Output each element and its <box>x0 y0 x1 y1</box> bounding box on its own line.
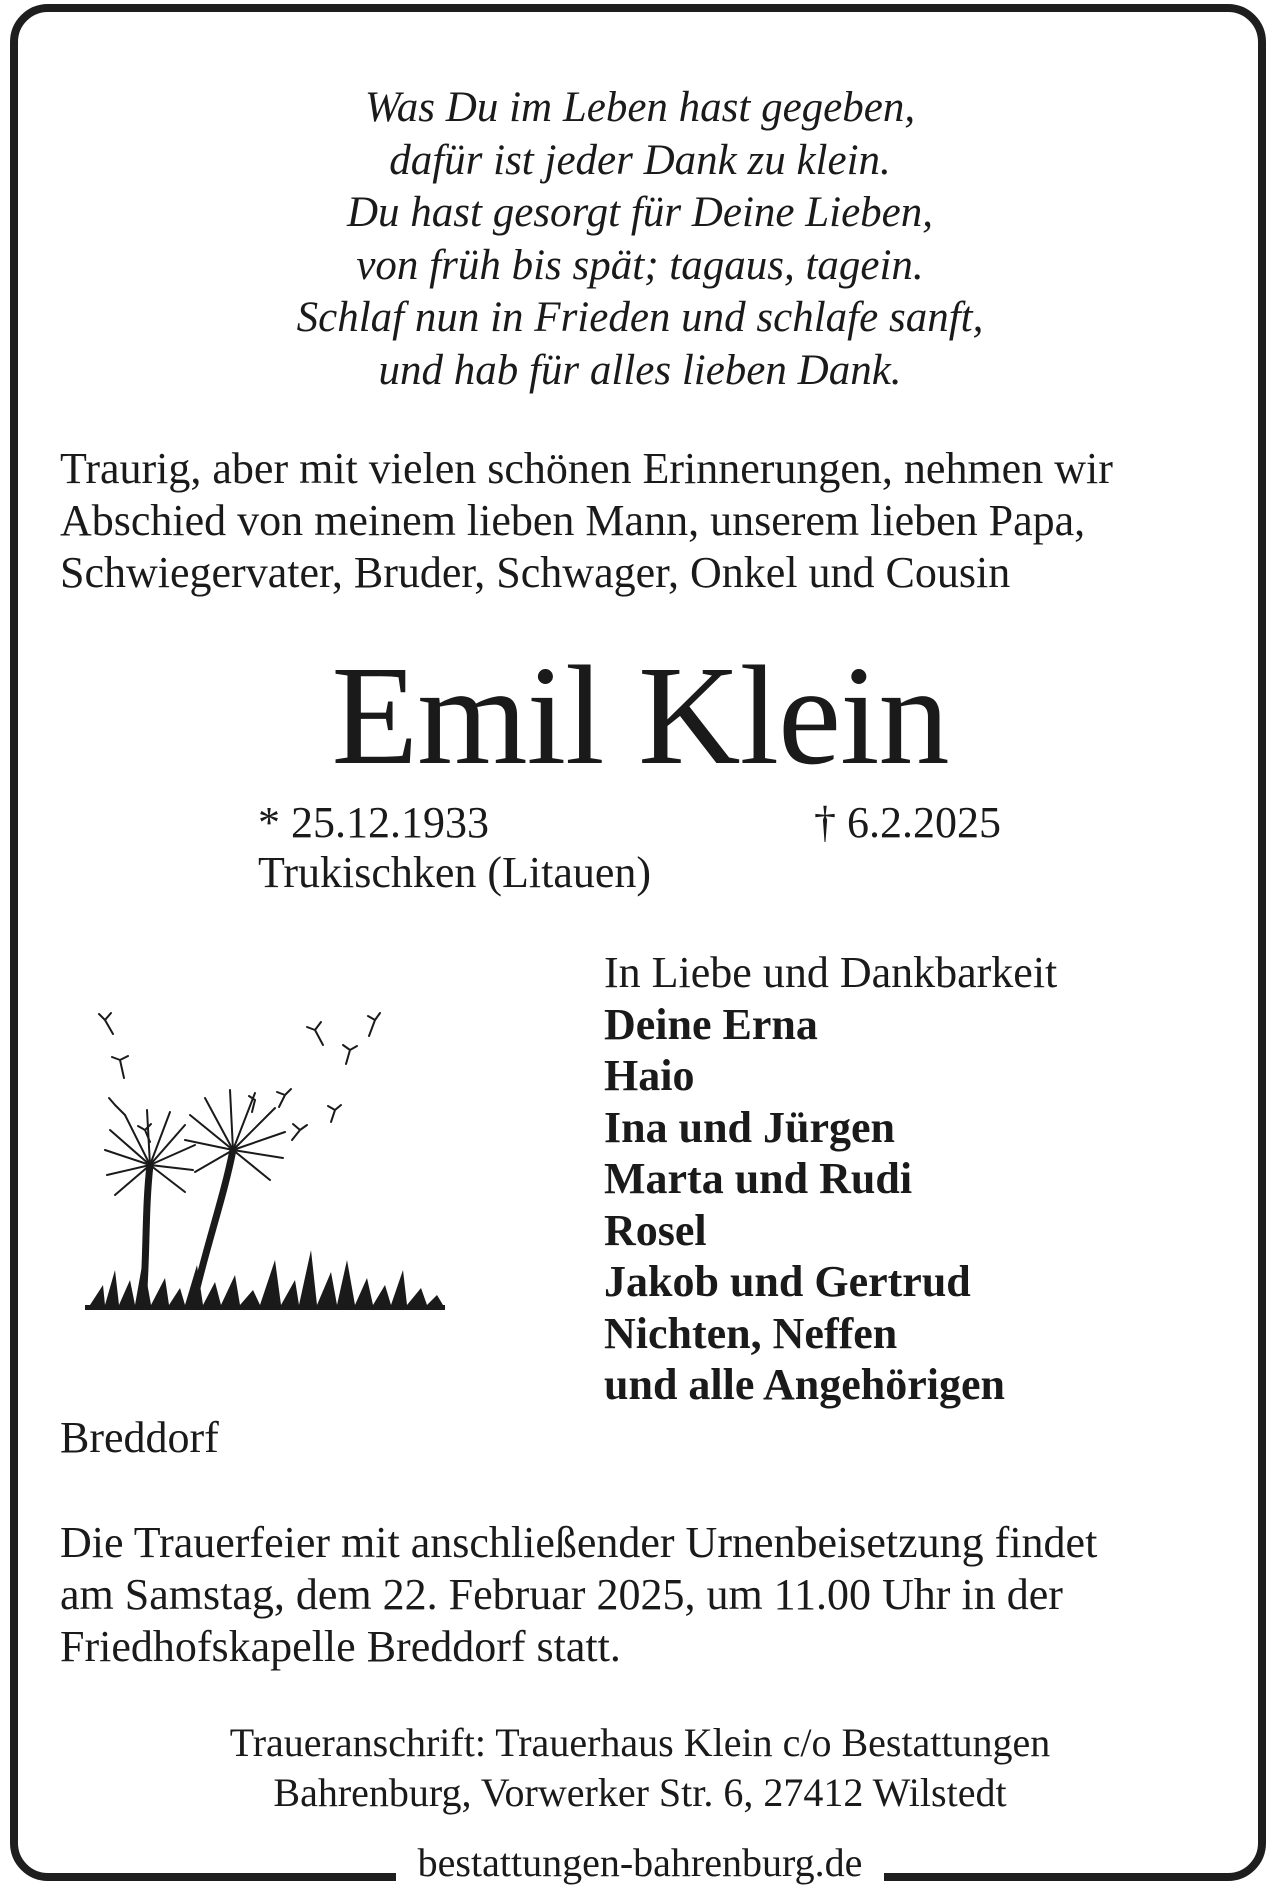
intro-text <box>60 443 1240 599</box>
address-line: Bahrenburg, Vorwerker Str. 6, 27412 Wilstedt <box>273 1770 1007 1815</box>
poem-line: Du hast gesorgt für Deine Lieben, <box>346 189 934 236</box>
intro-line: Schwiegervater, Bruder, Schwager, Onkel und Cousin <box>60 548 1011 597</box>
address-line: Traueranschrift: Trauerhaus Klein c/o Bestattungen <box>229 1720 1051 1765</box>
ceremony-info <box>60 1517 1240 1673</box>
ceremony-line: am Samstag, dem 22. Februar 2025, um 11.00 Uhr in der <box>60 1570 1063 1619</box>
family-member: Marta und Rudi <box>604 1154 913 1203</box>
family-member: Deine Erna <box>604 999 818 1049</box>
dandelion-icon <box>85 960 445 1320</box>
ceremony-line: Friedhofskapelle Breddorf statt. <box>60 1622 621 1671</box>
ceremony-line: Die Trauerfeier mit anschließender Urnenbeisetzung findet <box>60 1518 1098 1567</box>
footer-url <box>0 1840 1280 1886</box>
poem-line: Was Du im Leben hast gegeben, <box>364 84 916 131</box>
family-lead: In Liebe und Dankbarkeit <box>604 948 1058 997</box>
family-member: Jakob und Gertrud <box>604 1257 971 1306</box>
mourning-address <box>0 1718 1280 1818</box>
birth-date: * 25.12.1933 <box>258 798 489 847</box>
family-member: Ina und Jürgen <box>604 1102 896 1152</box>
poem-line: Schlaf nun in Frieden und schlafe sanft, <box>296 294 984 341</box>
town: Breddorf <box>60 1413 219 1462</box>
family-member: Haio <box>604 1051 695 1100</box>
poem <box>0 82 1280 397</box>
deceased-name: Emil Klein <box>331 636 949 794</box>
website-link[interactable]: bestattungen-bahrenburg.de <box>396 1840 885 1885</box>
poem-line: und hab für alles lieben Dank. <box>378 346 902 394</box>
birthplace: Trukischken (Litauen) <box>258 848 652 897</box>
poem-line: von früh bis spät; tagaus, tagein. <box>356 241 924 289</box>
intro-line: Traurig, aber mit vielen schönen Erinnerungen, nehmen wir <box>60 444 1113 493</box>
family-member: und alle Angehörigen <box>604 1360 1005 1409</box>
death-date: † 6.2.2025 <box>814 798 1001 847</box>
family-member: Rosel <box>604 1205 707 1255</box>
family-signature <box>604 947 1057 1411</box>
intro-line: Abschied von meinem lieben Mann, unserem lieben Papa, <box>60 496 1086 545</box>
poem-line: dafür ist jeder Dank zu klein. <box>389 136 891 184</box>
family-member: Nichten, Neffen <box>604 1308 898 1358</box>
